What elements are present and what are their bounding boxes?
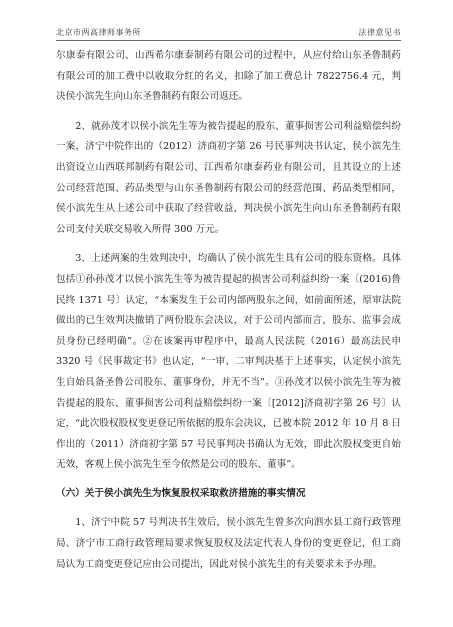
- section-heading-6: （六）关于侯小滨先生为恢复股权采取救济措施的事实情况: [56, 487, 306, 499]
- paragraph-continued: 尔康泰有限公司、山西希尔康泰制药有限公司的过程中，从应付给山东圣鲁制药有限公司的加工费中以收取分红的名义，扣除了加工费总计 7822756.4 元，判决侯小滨先生向山东圣鲁制药有限公司返还。: [56, 50, 401, 103]
- paragraph-section-6-item-1: 1、济宁中院 57 号判决书生效后，侯小滨先生曾多次向泗水县工商行政管理局、济宁市工商行政管理局要求恢复股权及法定代表人身份的变更登记，但工商局认为工商变更登记应由公司提出，因此对侯小滨先生的有关要求未予办理。: [56, 517, 401, 570]
- document-body: [56, 46, 401, 575]
- law-firm-name: 北京市两高律师事务所: [56, 28, 141, 37]
- document-type: 法律意见书: [358, 28, 401, 37]
- running-header: [56, 26, 401, 41]
- paragraph-item-2: 2、就孙茂才以侯小滨先生等为被告提起的股东、董事损害公司利益赔偿纠纷一案，济宁中院作出的（2012）济商初字第 26 号民事判决书认定，侯小滨先生出资设立山西联邦制药有限公司、江西希尔康泰药业有限公司，且其设立的上述公司经营范围、药品类型与山东圣鲁制药有限公司的经营范围、药品类型相同，侯小滨先生从上述公司中获取了经营收益，判决侯小滨先生向山东圣鲁制药有限公司支付关联交易收入所得 300 万元。: [56, 120, 401, 235]
- paragraph-item-3: 3、上述两案的生效判决中，均确认了侯小滨先生具有公司的股东资格。具体包括①孙孙茂才以侯小滨先生等为被告提起的损害公司利益纠纷一案〔(2016)鲁民终 1371 号〕认定，“本案发生于公司内部两股东之间，如前面所述，原审法院做出的已生效判决撤销了两份股东会决议，对于公司内部而言，股东、监事会成员身份已经明确”。②在该案再审程序中，最高人民法院（2016）最高法民申 3320 号《民事裁定书》也认定，“一审、二审判决基于上述事实，认定侯小滨先生自始具备圣鲁公司股东、董事身份，并无不当”。③孙茂才以侯小滨先生等为被告提起的股东、董事损害公司利益赔偿纠纷一案〔[2012]济商初字第 26 号〕认定，“此次股权股权变更登记所依据的股东会决议，已被本院 2012 年 10 月 8 日作出的（2011）济商初字第 57 号民事判决书确认为无效，即此次股权变更自始无效，客观上侯小滨先生至今依然是公司的股东、董事”。: [56, 253, 401, 471]
